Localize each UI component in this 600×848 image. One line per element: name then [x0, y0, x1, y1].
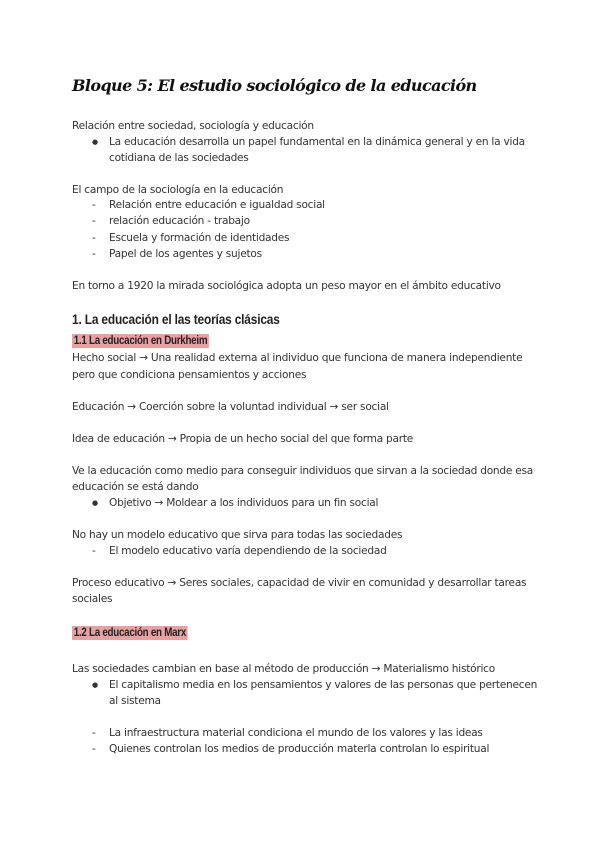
paragraph: Relación entre sociedad, sociología y educación	[72, 120, 314, 132]
dash-item: La infraestructura material condiciona el mundo de los valores y las ideas	[109, 727, 483, 739]
section-heading: 1. La educación el las teorías clásicas	[72, 311, 280, 327]
paragraph-cont: educación se está dando	[72, 481, 199, 493]
dash-item: Quienes controlan los medios de producción materla controlan lo espiritual	[109, 743, 490, 755]
paragraph: Proceso educativo → Seres sociales, capacidad de vivir en comunidad y desarrollar tareas	[72, 577, 527, 589]
dash-marker: -	[92, 215, 96, 227]
bullet-item: La educación desarrolla un papel fundamental en la dinámica general y en la vida	[109, 136, 525, 148]
dash-marker: -	[92, 199, 96, 211]
paragraph: Ve la educación como medio para conseguir individuos que sirvan a la sociedad donde esa	[72, 465, 534, 477]
dash-item: Relación entre educación e igualdad social	[109, 199, 325, 211]
dash-item: Escuela y formación de identidades	[109, 232, 290, 244]
dash-marker: -	[92, 248, 96, 260]
paragraph-cont: pero que condiciona pensamientos y acciones	[72, 369, 307, 381]
dash-marker: -	[92, 727, 96, 739]
paragraph: Educación → Coerción sobre la voluntad individual → ser social	[72, 401, 389, 413]
paragraph: En torno a 1920 la mirada sociológica adopta un peso mayor en el ámbito educativo	[72, 280, 501, 292]
dash-item: Papel de los agentes y sujetos	[109, 248, 262, 260]
dash-marker: -	[92, 743, 96, 755]
bullet-item: Objetivo → Moldear a los individuos para un fin social	[109, 497, 379, 509]
subsection-heading-marx: 1.2 La educación en Marx	[73, 627, 187, 639]
dash-item: El modelo educativo varía dependiendo de la sociedad	[109, 545, 387, 557]
paragraph: No hay un modelo educativo que sirva para todas las sociedades	[72, 529, 403, 541]
paragraph: Hecho social → Una realidad externa al individuo que funciona de manera independiente	[72, 352, 523, 364]
subsection-heading-durkheim: 1.1 La educación en Durkheim	[73, 335, 208, 347]
paragraph-cont: sociales	[72, 593, 113, 605]
bullet-item-cont: cotidiana de las sociedades	[109, 152, 249, 164]
bullet-item-cont: al sistema	[109, 695, 161, 707]
paragraph: Las sociedades cambian en base al método de producción → Materialismo histórico	[72, 663, 495, 675]
bullet-item: El capitalismo media en los pensamientos y valores de las personas que pertenecen	[109, 679, 538, 691]
paragraph: Idea de educación → Propia de un hecho social del que forma parte	[72, 433, 414, 445]
dash-marker: -	[92, 545, 96, 557]
dash-item: relación educación - trabajo	[109, 215, 250, 227]
bullet-marker: ●	[92, 499, 99, 507]
dash-marker: -	[92, 232, 96, 244]
paragraph: El campo de la sociología en la educación	[72, 184, 284, 196]
page-title: Bloque 5: El estudio sociológico de la educación	[72, 76, 477, 95]
bullet-marker: ●	[92, 138, 99, 146]
bullet-marker: ●	[92, 681, 99, 689]
